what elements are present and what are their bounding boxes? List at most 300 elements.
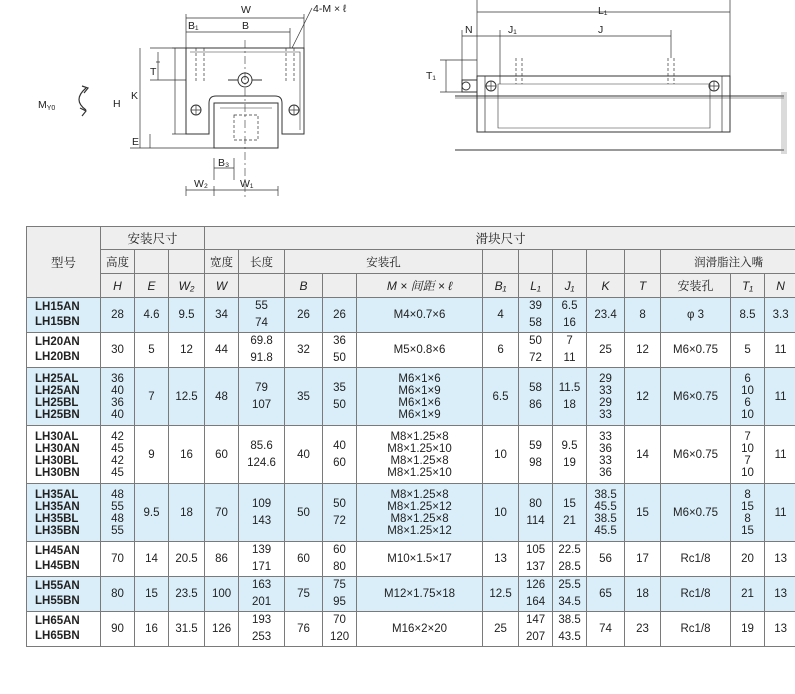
cell-hole: Rc1/8 bbox=[661, 577, 731, 612]
cell-value: 147 bbox=[525, 614, 546, 626]
cell-value: 5 bbox=[744, 343, 751, 356]
cell-value: 42 bbox=[111, 430, 124, 443]
cell-l bbox=[239, 426, 285, 484]
cell-t: 12 bbox=[625, 368, 661, 426]
table-row bbox=[27, 542, 795, 577]
cell-value: 6.5 bbox=[561, 300, 578, 312]
cell-value: 75 bbox=[333, 579, 346, 591]
cell-value: 33 bbox=[599, 384, 612, 397]
cell-value: 80 bbox=[333, 561, 346, 573]
cell-value: 55 bbox=[255, 300, 268, 312]
cell-value: 74 bbox=[599, 622, 612, 635]
header-sym-J1: J₁ bbox=[553, 274, 587, 298]
cell-value: 10 bbox=[741, 408, 754, 421]
label-J: J bbox=[598, 24, 604, 36]
cell-value: 48 bbox=[111, 512, 124, 525]
cell-j1 bbox=[553, 612, 587, 647]
cell-model bbox=[27, 298, 101, 333]
cell-t1 bbox=[731, 542, 765, 577]
model-number: LH30BL bbox=[35, 454, 79, 467]
cell-value: M8×1.25×10 bbox=[387, 442, 452, 455]
cell-value: 42 bbox=[111, 454, 124, 467]
header-sym-E: E bbox=[135, 274, 169, 298]
cell-w2: 12 bbox=[169, 333, 205, 368]
cell-value: 10 bbox=[741, 466, 754, 479]
label-M: 4-M × ℓ bbox=[313, 3, 347, 15]
header-blank bbox=[625, 250, 661, 274]
cell-t1 bbox=[731, 426, 765, 484]
cell-b: 35 bbox=[285, 368, 323, 426]
cell-value: 56 bbox=[599, 552, 612, 565]
cell-value: M6×1×6 bbox=[398, 372, 441, 385]
cell-value: M10×1.5×17 bbox=[387, 552, 452, 565]
cell-value: 36 bbox=[111, 396, 124, 409]
cell-l bbox=[239, 484, 285, 542]
cell-l bbox=[239, 542, 285, 577]
cell-value: 50 bbox=[333, 352, 346, 364]
cell-pitch bbox=[323, 368, 357, 426]
cell-value: 25 bbox=[599, 343, 612, 356]
cell-e: 4.6 bbox=[135, 298, 169, 333]
header-sym-T: T bbox=[625, 274, 661, 298]
cell-h: 90 bbox=[101, 612, 135, 647]
cell-w2: 9.5 bbox=[169, 298, 205, 333]
cell-value: 55 bbox=[111, 524, 124, 537]
cell-h: 28 bbox=[101, 298, 135, 333]
cell-b1: 25 bbox=[483, 612, 519, 647]
cell-t: 23 bbox=[625, 612, 661, 647]
cell-b: 50 bbox=[285, 484, 323, 542]
cell-l bbox=[239, 577, 285, 612]
header-blank bbox=[239, 274, 285, 298]
cell-value: M16×2×20 bbox=[392, 622, 448, 635]
model-number: LH35BL bbox=[35, 512, 79, 525]
cell-w2: 12.5 bbox=[169, 368, 205, 426]
header-blank bbox=[519, 250, 553, 274]
cell-e: 15 bbox=[135, 577, 169, 612]
model-number: LH35AL bbox=[35, 488, 79, 501]
cell-k bbox=[587, 484, 625, 542]
table-row bbox=[27, 577, 795, 612]
cell-value: 79 bbox=[255, 381, 268, 394]
cell-m bbox=[357, 298, 483, 333]
header-sym-T1: T₁ bbox=[731, 274, 765, 298]
header-width: 宽度 bbox=[205, 250, 239, 274]
cell-t: 8 bbox=[625, 298, 661, 333]
cell-h bbox=[101, 484, 135, 542]
cell-value: 38.5 bbox=[594, 512, 617, 525]
cell-t1 bbox=[731, 368, 765, 426]
cell-model bbox=[27, 612, 101, 647]
model-number: LH30BN bbox=[35, 466, 80, 479]
header-hole: 安装孔 bbox=[661, 274, 731, 298]
cell-value: 15 bbox=[741, 524, 754, 537]
cell-value: 50 bbox=[529, 335, 542, 347]
cell-w: 86 bbox=[205, 542, 239, 577]
header-model: 型号 bbox=[27, 227, 101, 298]
cell-e: 16 bbox=[135, 612, 169, 647]
cell-value: 70 bbox=[333, 614, 346, 626]
cell-value: 33 bbox=[599, 408, 612, 421]
cell-b: 75 bbox=[285, 577, 323, 612]
label-W2: W₂ bbox=[194, 178, 208, 190]
cell-value: 33 bbox=[599, 430, 612, 443]
cell-w2: 20.5 bbox=[169, 542, 205, 577]
cell-w2: 31.5 bbox=[169, 612, 205, 647]
cell-value: 15 bbox=[563, 497, 576, 510]
cell-value: 8 bbox=[744, 488, 751, 501]
cell-n: 13 bbox=[765, 612, 795, 647]
label-B3: B₃ bbox=[218, 157, 230, 169]
label-J1: J₁ bbox=[508, 24, 517, 36]
cell-value: 33 bbox=[599, 454, 612, 467]
cell-value: M8×1.25×8 bbox=[390, 488, 449, 501]
cell-b1: 13 bbox=[483, 542, 519, 577]
cell-value: 6 bbox=[744, 396, 751, 409]
header-blank bbox=[135, 250, 169, 274]
cell-value: 22.5 bbox=[558, 544, 581, 556]
cell-model bbox=[27, 426, 101, 484]
label-MY0: MY0 bbox=[38, 99, 56, 112]
table-row bbox=[27, 612, 795, 647]
model-number: LH30AN bbox=[35, 442, 80, 455]
cell-value: 8.5 bbox=[739, 308, 756, 321]
header-block-dims: 滑块尺寸 bbox=[205, 227, 795, 250]
cell-value: 20 bbox=[741, 552, 754, 565]
cell-value: 15 bbox=[741, 500, 754, 513]
spec-table-body bbox=[27, 298, 795, 647]
header-blank bbox=[587, 250, 625, 274]
table-row bbox=[27, 484, 795, 542]
header-mount-holes: 安装孔 bbox=[285, 250, 483, 274]
cell-l1 bbox=[519, 612, 553, 647]
cell-value: 72 bbox=[333, 514, 346, 527]
cell-value: 40 bbox=[111, 408, 124, 421]
cell-value: 60 bbox=[333, 544, 346, 556]
cell-value: M6×1×9 bbox=[398, 408, 441, 421]
cell-b: 26 bbox=[285, 298, 323, 333]
model-number: LH35AN bbox=[35, 500, 80, 513]
cell-value: M8×1.25×8 bbox=[390, 454, 449, 467]
label-T: T bbox=[150, 66, 157, 78]
cell-t1 bbox=[731, 577, 765, 612]
cell-j1 bbox=[553, 333, 587, 368]
cell-value: 109 bbox=[251, 497, 272, 510]
label-K: K bbox=[131, 90, 139, 102]
cell-hole: M6×0.75 bbox=[661, 368, 731, 426]
cell-b1: 12.5 bbox=[483, 577, 519, 612]
cell-l1 bbox=[519, 484, 553, 542]
cell-value: 40 bbox=[333, 439, 346, 452]
header-grease-nipple: 润滑脂注入嘴 bbox=[661, 250, 795, 274]
header-sym-B: B bbox=[285, 274, 323, 298]
cell-value: 19 bbox=[563, 456, 576, 469]
model-number: LH25BN bbox=[35, 408, 80, 421]
cell-b1: 6.5 bbox=[483, 368, 519, 426]
cell-value: M8×1.25×8 bbox=[390, 430, 449, 443]
cell-b: 40 bbox=[285, 426, 323, 484]
cell-value: 48 bbox=[111, 488, 124, 501]
cell-pitch bbox=[323, 484, 357, 542]
cell-e: 9.5 bbox=[135, 484, 169, 542]
cell-t1 bbox=[731, 333, 765, 368]
label-W1: W₁ bbox=[240, 178, 254, 190]
cell-value: 58 bbox=[529, 317, 542, 329]
cell-value: M5×0.8×6 bbox=[393, 343, 446, 356]
cell-n: 11 bbox=[765, 368, 795, 426]
cell-value: 36 bbox=[599, 442, 612, 455]
header-blank bbox=[169, 250, 205, 274]
cell-value: 45.5 bbox=[594, 524, 617, 537]
cell-hole: φ 3 bbox=[661, 298, 731, 333]
header-sym-K: K bbox=[587, 274, 625, 298]
cell-value: 11 bbox=[563, 352, 576, 364]
table-row bbox=[27, 368, 795, 426]
spec-table bbox=[26, 226, 795, 647]
cell-model bbox=[27, 484, 101, 542]
cell-t: 18 bbox=[625, 577, 661, 612]
label-L1: L₁ bbox=[598, 5, 608, 17]
cell-value: 69.8 bbox=[250, 335, 273, 347]
cell-l bbox=[239, 333, 285, 368]
model-number: LH20AN bbox=[35, 336, 80, 348]
cell-value: 36 bbox=[111, 372, 124, 385]
cell-b: 76 bbox=[285, 612, 323, 647]
cell-w: 44 bbox=[205, 333, 239, 368]
cell-value: 59 bbox=[529, 439, 542, 452]
cell-value: 43.5 bbox=[558, 631, 581, 643]
cell-value: 207 bbox=[525, 631, 546, 643]
cell-value: 6 bbox=[744, 372, 751, 385]
cell-t: 14 bbox=[625, 426, 661, 484]
cell-n: 3.3 bbox=[765, 298, 795, 333]
cell-t: 17 bbox=[625, 542, 661, 577]
cell-value: 38.5 bbox=[594, 488, 617, 501]
cell-value: 11.5 bbox=[558, 381, 581, 394]
cell-e: 14 bbox=[135, 542, 169, 577]
cell-value: 171 bbox=[251, 561, 272, 573]
cell-value: 193 bbox=[251, 614, 272, 626]
cell-value: 36 bbox=[333, 335, 346, 347]
model-number: LH20BN bbox=[35, 351, 80, 363]
cell-value: 50 bbox=[333, 497, 346, 510]
cell-e: 7 bbox=[135, 368, 169, 426]
model-number: LH45AN bbox=[35, 545, 80, 557]
cell-k bbox=[587, 577, 625, 612]
cell-l bbox=[239, 612, 285, 647]
cell-value: 10 bbox=[741, 442, 754, 455]
label-E: E bbox=[132, 136, 140, 148]
cell-value: 201 bbox=[251, 596, 272, 608]
cell-value: 29 bbox=[599, 372, 612, 385]
cell-value: M4×0.7×6 bbox=[393, 308, 446, 321]
dimension-drawings bbox=[0, 0, 795, 222]
model-number: LH25BL bbox=[35, 396, 79, 409]
cell-h bbox=[101, 426, 135, 484]
cell-pitch bbox=[323, 333, 357, 368]
cell-value: 50 bbox=[333, 398, 346, 411]
cell-m bbox=[357, 368, 483, 426]
cell-e: 5 bbox=[135, 333, 169, 368]
label-B: B bbox=[242, 20, 250, 32]
cell-hole: Rc1/8 bbox=[661, 612, 731, 647]
cell-e: 9 bbox=[135, 426, 169, 484]
label-H: H bbox=[113, 98, 121, 110]
cell-w2: 18 bbox=[169, 484, 205, 542]
model-number: LH55BN bbox=[35, 595, 80, 607]
cell-model bbox=[27, 368, 101, 426]
cell-n: 11 bbox=[765, 426, 795, 484]
label-N: N bbox=[465, 24, 473, 36]
cell-m bbox=[357, 333, 483, 368]
cell-value: M8×1.25×12 bbox=[387, 500, 452, 513]
table-row bbox=[27, 426, 795, 484]
side-view-labels bbox=[426, 5, 608, 82]
cell-value: 18 bbox=[563, 398, 576, 411]
cell-value: 72 bbox=[529, 352, 542, 364]
cell-n: 13 bbox=[765, 542, 795, 577]
cell-j1 bbox=[553, 484, 587, 542]
cell-value: 55 bbox=[111, 500, 124, 513]
cell-j1 bbox=[553, 542, 587, 577]
cell-value: 60 bbox=[333, 456, 346, 469]
cell-value: 58 bbox=[529, 381, 542, 394]
header-sym-B1: B₁ bbox=[483, 274, 519, 298]
cell-l1 bbox=[519, 298, 553, 333]
cell-l1 bbox=[519, 368, 553, 426]
cell-model bbox=[27, 542, 101, 577]
cell-n: 11 bbox=[765, 484, 795, 542]
cell-model bbox=[27, 333, 101, 368]
cell-value: 28.5 bbox=[558, 561, 581, 573]
cell-t: 15 bbox=[625, 484, 661, 542]
label-B1: B₁ bbox=[188, 20, 199, 32]
cell-value: 85.6 bbox=[250, 439, 273, 452]
cell-value: 114 bbox=[526, 514, 545, 527]
cell-w2: 23.5 bbox=[169, 577, 205, 612]
cell-j1 bbox=[553, 426, 587, 484]
cell-t1 bbox=[731, 612, 765, 647]
model-number: LH65BN bbox=[35, 630, 80, 642]
side-view-drawing bbox=[440, 0, 784, 154]
cell-h: 30 bbox=[101, 333, 135, 368]
cell-t1 bbox=[731, 484, 765, 542]
cell-value: 98 bbox=[529, 456, 542, 469]
model-number: LH30AL bbox=[35, 430, 79, 443]
cell-value: 21 bbox=[741, 587, 754, 600]
model-number: LH45BN bbox=[35, 560, 80, 572]
label-W: W bbox=[241, 4, 251, 16]
cell-value: 34.5 bbox=[558, 596, 581, 608]
model-number: LH35BN bbox=[35, 524, 80, 537]
cell-value: M8×1.25×8 bbox=[390, 512, 449, 525]
cell-j1 bbox=[553, 368, 587, 426]
cell-value: 120 bbox=[329, 631, 350, 643]
cell-pitch bbox=[323, 542, 357, 577]
cell-hole: M6×0.75 bbox=[661, 426, 731, 484]
cell-l1 bbox=[519, 577, 553, 612]
cell-value: 137 bbox=[525, 561, 546, 573]
cell-value: 164 bbox=[525, 596, 546, 608]
cell-b1: 10 bbox=[483, 426, 519, 484]
cell-value: 21 bbox=[563, 514, 576, 527]
header-blank bbox=[483, 250, 519, 274]
cell-k bbox=[587, 542, 625, 577]
cell-value: M12×1.75×18 bbox=[384, 587, 456, 600]
cell-k bbox=[587, 368, 625, 426]
cell-value: 9.5 bbox=[561, 439, 578, 452]
cell-value: 26 bbox=[333, 308, 346, 321]
cell-pitch bbox=[323, 577, 357, 612]
cell-value: 163 bbox=[251, 579, 272, 591]
cell-value: M8×1.25×10 bbox=[387, 466, 452, 479]
cell-t: 12 bbox=[625, 333, 661, 368]
header-sym-N: N bbox=[765, 274, 795, 298]
table-row bbox=[27, 333, 795, 368]
cell-value: 39 bbox=[529, 300, 542, 312]
cell-value: 74 bbox=[255, 317, 268, 329]
header-sym-M: M × 间距 × ℓ bbox=[357, 274, 483, 298]
cell-l1 bbox=[519, 333, 553, 368]
cell-w: 70 bbox=[205, 484, 239, 542]
cell-h: 80 bbox=[101, 577, 135, 612]
cell-value: 139 bbox=[251, 544, 272, 556]
cell-hole: M6×0.75 bbox=[661, 484, 731, 542]
cell-value: 25.5 bbox=[558, 579, 581, 591]
spec-table-wrapper bbox=[26, 226, 795, 694]
cell-l bbox=[239, 368, 285, 426]
header-sym-W: W bbox=[205, 274, 239, 298]
cell-value: 38.5 bbox=[558, 614, 581, 626]
cell-j1 bbox=[553, 298, 587, 333]
cell-value: 23.4 bbox=[594, 308, 617, 321]
cell-value: 95 bbox=[333, 596, 346, 608]
cell-m bbox=[357, 426, 483, 484]
cell-h bbox=[101, 368, 135, 426]
cell-t1 bbox=[731, 298, 765, 333]
cell-m bbox=[357, 542, 483, 577]
cell-m bbox=[357, 612, 483, 647]
cell-n: 11 bbox=[765, 333, 795, 368]
cell-w: 48 bbox=[205, 368, 239, 426]
model-number: LH25AL bbox=[35, 372, 79, 385]
cell-value: 80 bbox=[529, 497, 542, 510]
cell-pitch bbox=[323, 612, 357, 647]
cell-value: 29 bbox=[599, 396, 612, 409]
header-height: 高度 bbox=[101, 250, 135, 274]
cell-value: M8×1.25×12 bbox=[387, 524, 452, 537]
cell-pitch bbox=[323, 426, 357, 484]
cell-value: 36 bbox=[599, 466, 612, 479]
cell-j1 bbox=[553, 577, 587, 612]
header-blank bbox=[553, 250, 587, 274]
cell-value: 253 bbox=[251, 631, 272, 643]
header-sym-H: H bbox=[101, 274, 135, 298]
cell-k bbox=[587, 612, 625, 647]
cell-n: 13 bbox=[765, 577, 795, 612]
cell-value: 143 bbox=[251, 514, 272, 527]
cell-b1: 10 bbox=[483, 484, 519, 542]
cell-value: M6×1×9 bbox=[398, 384, 441, 397]
model-number: LH15AN bbox=[35, 301, 80, 313]
cell-value: 7 bbox=[744, 430, 751, 443]
cell-value: 8 bbox=[744, 512, 751, 525]
cell-value: 7 bbox=[566, 335, 573, 347]
header-install-dims: 安装尺寸 bbox=[101, 227, 205, 250]
cell-value: 7 bbox=[744, 454, 751, 467]
cell-k bbox=[587, 426, 625, 484]
cell-w2: 16 bbox=[169, 426, 205, 484]
